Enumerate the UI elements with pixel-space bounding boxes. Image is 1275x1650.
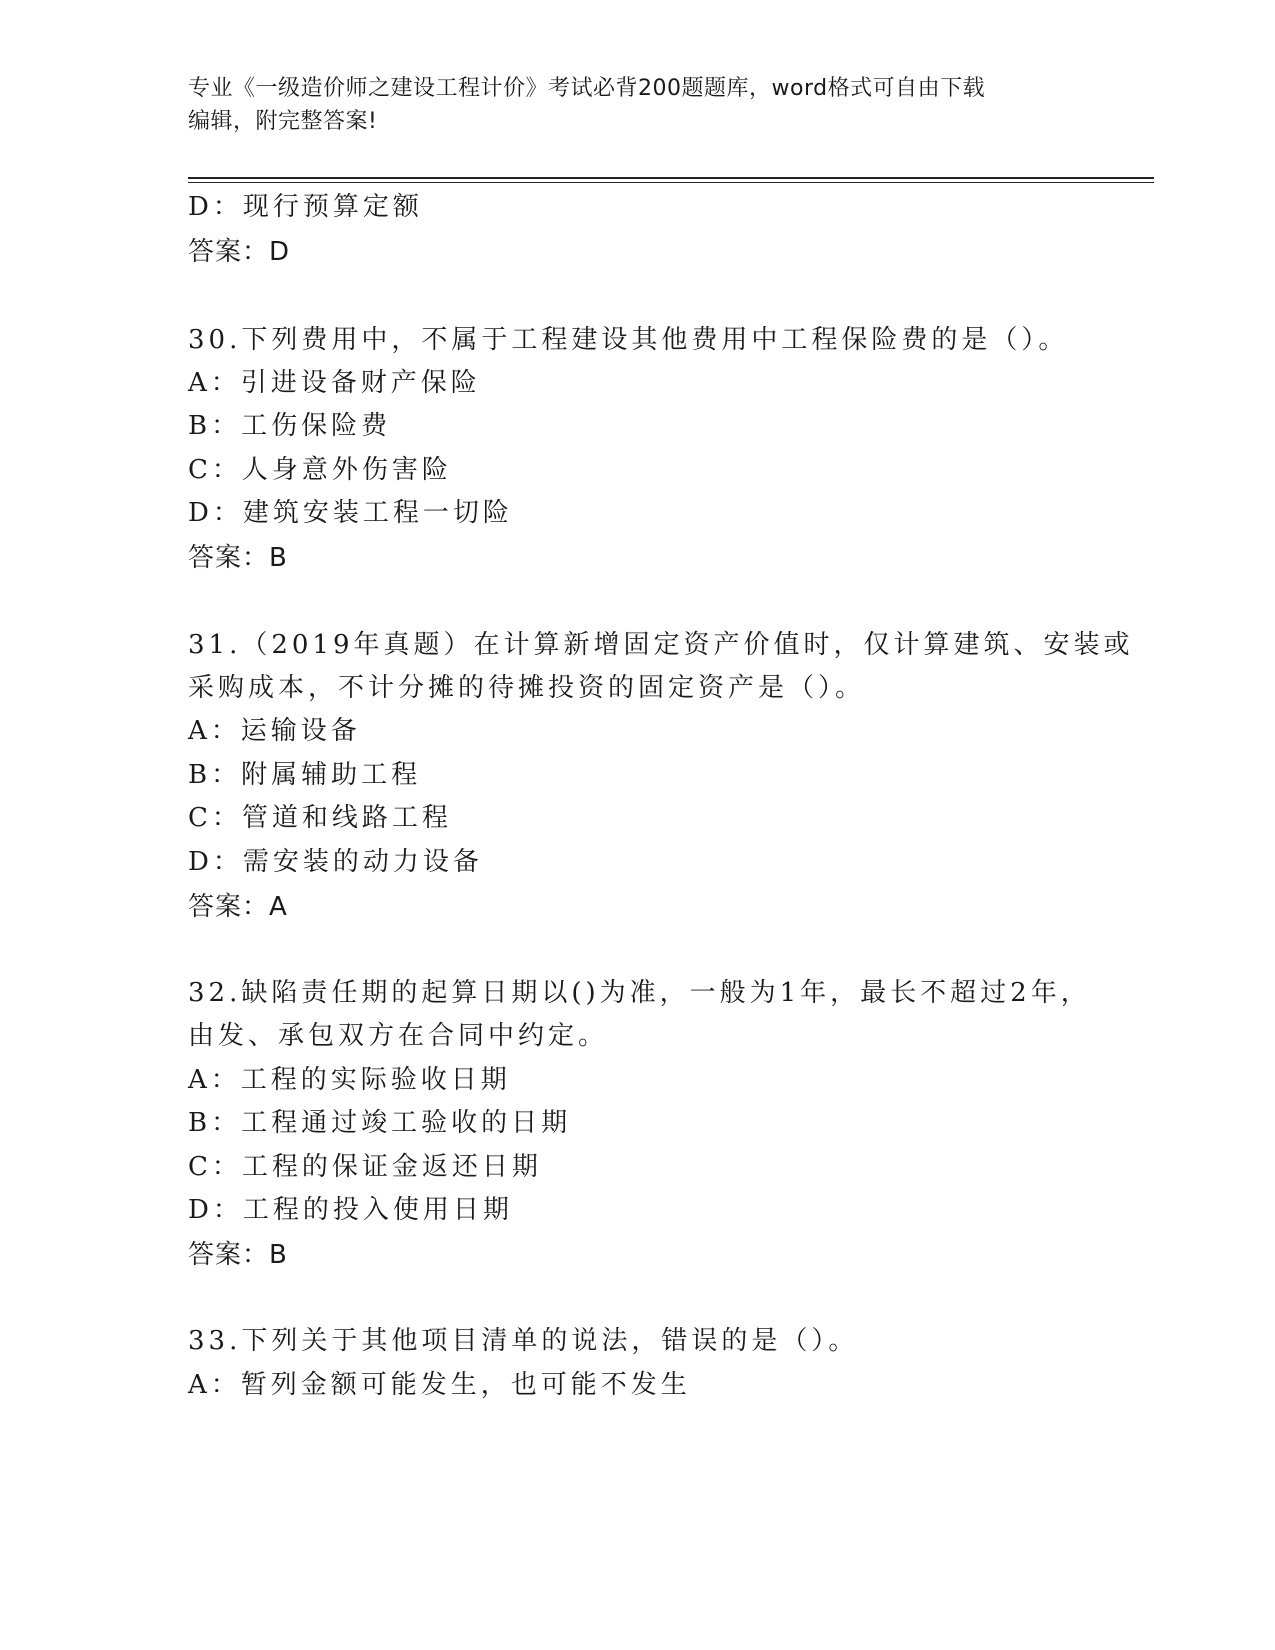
q31-answer: 答案：A: [188, 892, 288, 922]
q30-option-a: A：引进设备财产保险: [188, 368, 481, 398]
q32-option-a: A：工程的实际验收日期: [188, 1065, 511, 1095]
q31-stem-2: 采购成本，不计分摊的待摊投资的固定资产是（）。: [188, 673, 866, 703]
q32-option-b: B：工程通过竣工验收的日期: [188, 1108, 572, 1138]
q32-answer: 答案：B: [188, 1240, 288, 1270]
q31-option-c: C：管道和线路工程: [188, 803, 452, 833]
q32-option-c: C：工程的保证金返还日期: [188, 1152, 542, 1182]
q32-option-d: D：工程的投入使用日期: [188, 1195, 513, 1225]
q33-stem-1: 33.下列关于其他项目清单的说法，错误的是（）。: [188, 1326, 859, 1356]
q31-option-d: D：需安装的动力设备: [188, 847, 483, 877]
header-rule-thick: [188, 177, 1154, 179]
q33-option-a: A：暂列金额可能发生，也可能不发生: [188, 1370, 691, 1400]
prev-option-d: D：现行预算定额: [188, 192, 423, 222]
q30-option-b: B：工伤保险费: [188, 411, 392, 441]
q31-option-b: B：附属辅助工程: [188, 760, 422, 790]
q30-answer: 答案：B: [188, 543, 288, 573]
header-rule-thin: [188, 182, 1154, 183]
q32-stem-2: 由发、承包双方在合同中约定。: [188, 1021, 609, 1051]
header-line-1: 专业《一级造价师之建设工程计价》考试必背200题题库，word格式可自由下载: [188, 76, 986, 101]
page-header: [188, 72, 1088, 138]
q32-stem-1: 32.缺陷责任期的起算日期以()为准，一般为1年，最长不超过2年，: [188, 978, 1091, 1008]
q30-option-d: D：建筑安装工程一切险: [188, 498, 513, 528]
prev-answer: 答案：D: [188, 237, 291, 267]
header-line-2: 编辑，附完整答案!: [188, 109, 378, 134]
q30-stem-1: 30.下列费用中，不属于工程建设其他费用中工程保险费的是（）。: [188, 325, 1069, 355]
q31-stem-1: 31.（2019年真题）在计算新增固定资产价值时，仅计算建筑、安装或: [188, 630, 1134, 660]
q31-option-a: A：运输设备: [188, 716, 361, 746]
q30-option-c: C：人身意外伤害险: [188, 455, 452, 485]
